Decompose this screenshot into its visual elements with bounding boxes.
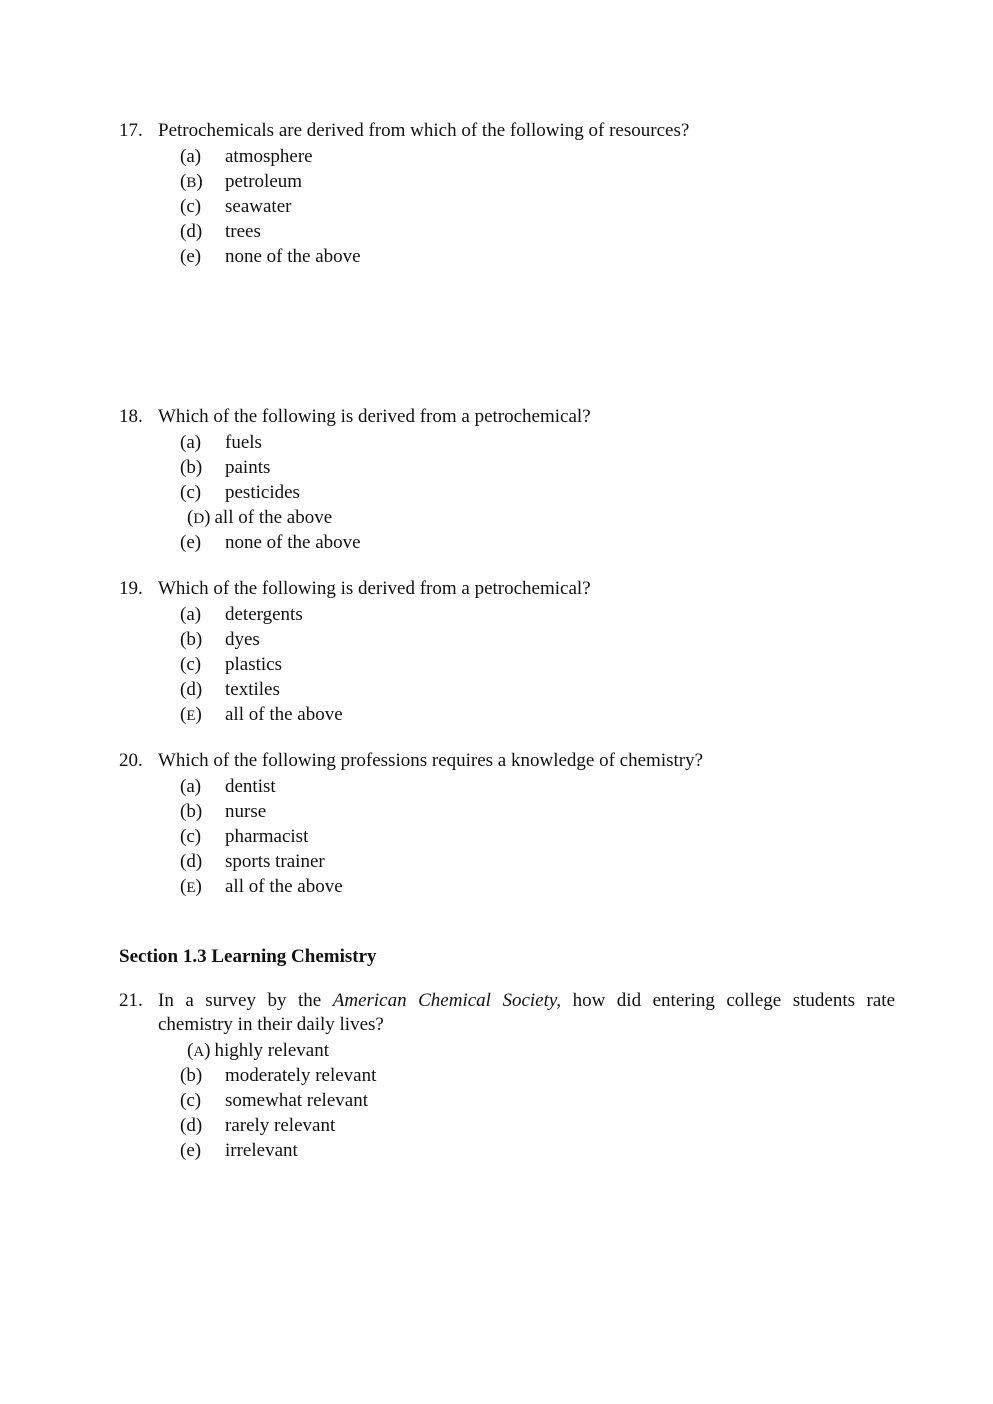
- question-21: [119, 989, 895, 1163]
- option-text: all of the above: [214, 507, 333, 528]
- question-stem: [119, 119, 895, 143]
- question-text-line-1: In a survey by the American Chemical Society, how did entering college students rate: [158, 990, 896, 1011]
- option-text: fuels: [225, 432, 262, 453]
- option-e-answer: [180, 702, 895, 727]
- option-text: dyes: [225, 629, 260, 650]
- option-text: rarely relevant: [225, 1115, 336, 1136]
- answer-option-label: (E): [180, 876, 202, 897]
- option-d: [180, 677, 895, 702]
- option-label: (d): [180, 851, 203, 872]
- question-number: 17.: [119, 120, 143, 141]
- option-text: none of the above: [225, 532, 361, 553]
- option-text: plastics: [225, 654, 282, 675]
- option-text: trees: [225, 221, 261, 242]
- option-list: [180, 602, 895, 727]
- option-c: [180, 194, 895, 219]
- option-label: (d): [180, 1115, 203, 1136]
- question-number: 21.: [119, 990, 143, 1011]
- question-stem: [119, 749, 895, 773]
- option-a: [180, 774, 895, 799]
- option-list: [180, 144, 895, 269]
- option-a: [180, 602, 895, 627]
- question-text: Petrochemicals are derived from which of the following of resources?: [158, 120, 690, 141]
- option-label: (d): [180, 679, 203, 700]
- option-c: [180, 1088, 895, 1113]
- option-label: (e): [180, 1140, 202, 1161]
- option-label: (e): [180, 246, 202, 267]
- option-text: all of the above: [225, 876, 343, 897]
- option-c: [180, 652, 895, 677]
- option-a-answer: [180, 1038, 895, 1063]
- option-label: (b): [180, 629, 203, 650]
- option-b: [180, 1063, 895, 1088]
- option-text: highly relevant: [214, 1040, 329, 1061]
- option-label: (a): [180, 776, 202, 797]
- option-label: (c): [180, 1090, 202, 1111]
- option-text: textiles: [225, 679, 280, 700]
- option-text: petroleum: [225, 171, 303, 192]
- option-text: dentist: [225, 776, 276, 797]
- option-text: seawater: [225, 196, 292, 217]
- option-label: (b): [180, 1065, 203, 1086]
- question-text: Which of the following is derived from a petrochemical?: [158, 406, 591, 427]
- option-b: [180, 799, 895, 824]
- option-b: [180, 627, 895, 652]
- organization-name: American Chemical Society,: [332, 990, 562, 1011]
- option-label: (c): [180, 826, 202, 847]
- option-list: [180, 774, 895, 899]
- option-text: somewhat relevant: [225, 1090, 368, 1111]
- option-c: [180, 824, 895, 849]
- option-text: pharmacist: [225, 826, 309, 847]
- question-stem: [119, 989, 895, 1037]
- option-label: (d): [180, 221, 203, 242]
- option-list: [180, 430, 895, 555]
- section-heading: Section 1.3 Learning Chemistry: [119, 946, 377, 967]
- option-label: (e): [180, 532, 202, 553]
- option-b: [180, 455, 895, 480]
- option-d: [180, 219, 895, 244]
- option-label: (b): [180, 457, 203, 478]
- question-17: [119, 119, 895, 269]
- question-stem: [119, 405, 895, 429]
- option-c: [180, 480, 895, 505]
- option-d-answer: [180, 505, 895, 530]
- option-text: pesticides: [225, 482, 300, 503]
- option-list: [180, 1038, 895, 1163]
- option-text: all of the above: [225, 704, 343, 725]
- option-d: [180, 849, 895, 874]
- option-label: (a): [180, 604, 202, 625]
- question-text: Which of the following professions requires a knowledge of chemistry?: [158, 750, 704, 771]
- option-text: none of the above: [225, 246, 361, 267]
- question-text: [158, 989, 895, 1037]
- question-18: [119, 405, 895, 555]
- option-e: [180, 244, 895, 269]
- option-text: paints: [225, 457, 271, 478]
- option-text: sports trainer: [225, 851, 325, 872]
- option-label: (c): [180, 196, 202, 217]
- option-text: irrelevant: [225, 1140, 298, 1161]
- option-label: (b): [180, 801, 203, 822]
- option-label: (a): [180, 146, 202, 167]
- option-a: [180, 144, 895, 169]
- option-text: atmosphere: [225, 146, 313, 167]
- option-e: [180, 1138, 895, 1163]
- question-number: 20.: [119, 750, 143, 771]
- question-text-line-2: chemistry in their daily lives?: [158, 1014, 384, 1035]
- answer-option-label: (A): [187, 1040, 211, 1061]
- option-b-answer: [180, 169, 895, 194]
- answer-option-label: (D): [187, 507, 211, 528]
- option-e: [180, 530, 895, 555]
- question-20: [119, 749, 895, 899]
- option-a: [180, 430, 895, 455]
- option-label: (c): [180, 654, 202, 675]
- option-e-answer: [180, 874, 895, 899]
- option-label: (a): [180, 432, 202, 453]
- option-text: moderately relevant: [225, 1065, 377, 1086]
- option-text: detergents: [225, 604, 303, 625]
- question-stem: [119, 577, 895, 601]
- question-number: 19.: [119, 578, 143, 599]
- option-label: (c): [180, 482, 202, 503]
- option-d: [180, 1113, 895, 1138]
- option-text: nurse: [225, 801, 267, 822]
- question-number: 18.: [119, 406, 143, 427]
- question-19: [119, 577, 895, 727]
- answer-option-label: (E): [180, 704, 202, 725]
- answer-option-label: (B): [180, 171, 203, 192]
- question-text: Which of the following is derived from a petrochemical?: [158, 578, 591, 599]
